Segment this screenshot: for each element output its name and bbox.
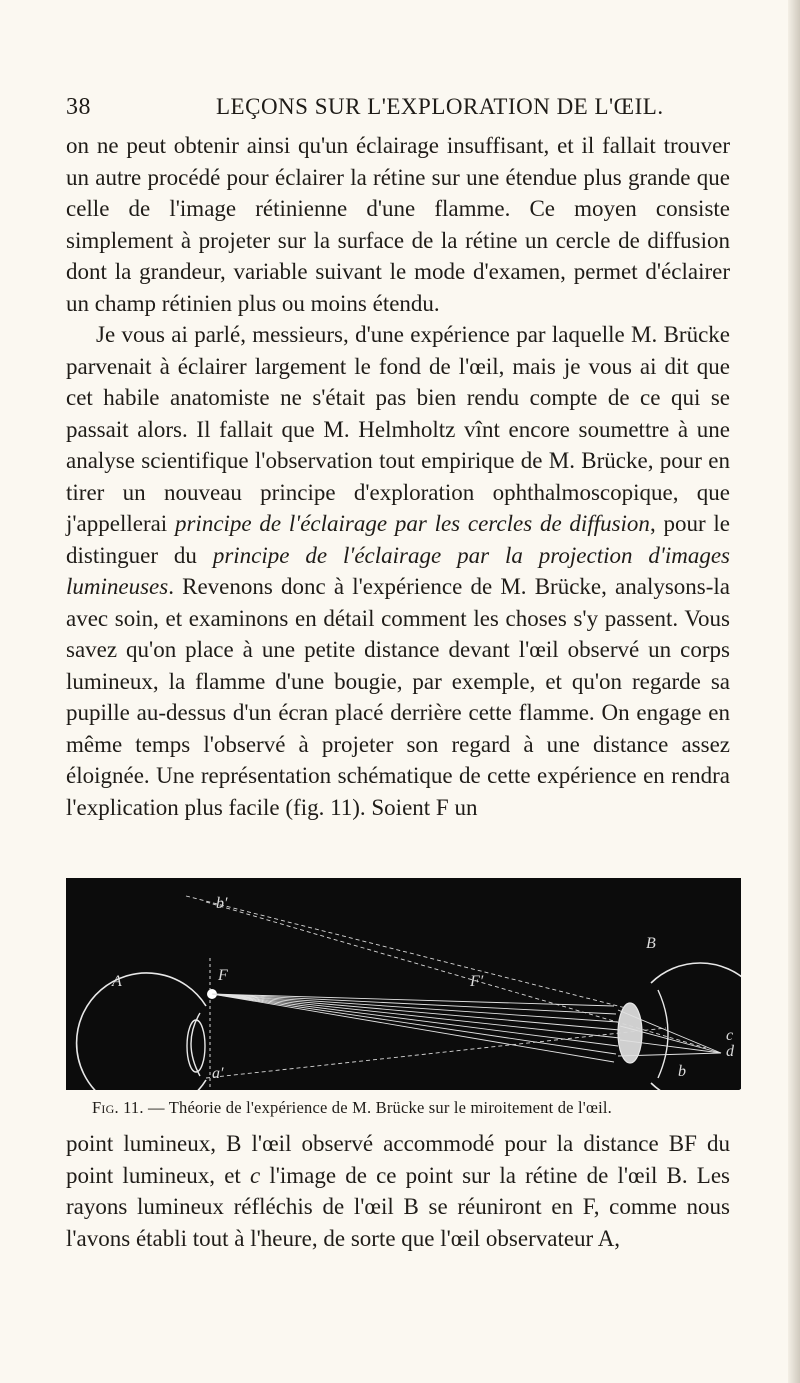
paragraph	[66, 130, 730, 319]
body-text-top	[66, 130, 730, 823]
text-run: point lumineux, B l'œil observé accommodé pour la distance BF du point lumineux, et	[66, 1131, 730, 1188]
label-A: A	[112, 973, 122, 990]
ray-bundle	[212, 994, 620, 1062]
italic-text: principe de l'éclairage par les cercles de diffusion	[174, 511, 650, 536]
eye-a-lens	[187, 1020, 205, 1072]
text-run: , pour le distinguer du	[66, 511, 730, 568]
paragraph	[66, 319, 730, 823]
label-F-prime: F′	[470, 973, 484, 990]
label-c: c	[726, 1027, 734, 1044]
figure-11	[66, 878, 741, 1090]
label-b-prime: b′	[216, 895, 228, 912]
caption-fig-number: Fig. 11.	[92, 1098, 144, 1117]
running-title: LEÇONS SUR L'EXPLORATION DE L'ŒIL.	[216, 94, 664, 119]
page-number: 38	[66, 94, 91, 120]
label-F: F	[218, 967, 228, 984]
eye-a-outline	[77, 973, 206, 1090]
label-a-prime: a′	[212, 1065, 224, 1082]
label-d: d	[726, 1043, 734, 1060]
text-run: on ne peut obtenir ainsi qu'un éclairage insuffisant, et il fallait trouver un autre procédé pour éclairer la rétine sur une étendue plus grande que celle de l'image rétinienne d'une flamme. Ce moyen consiste simplement à projeter sur la surface de la rétine un cercle de diffusion dont la grandeur, variable suivant le mode d'examen, permet d'éclairer un champ rétinien plus ou moins étendu.	[66, 133, 730, 316]
paragraph	[66, 1128, 730, 1254]
italic-text: principe de l'éclairage par la projection d'images lumineuses	[66, 542, 730, 599]
label-b: b	[678, 1063, 686, 1080]
label-B: B	[646, 935, 656, 952]
eye-b-lens	[618, 1003, 642, 1063]
body-text-bottom	[66, 1128, 730, 1254]
text-run: l'image de ce point sur la rétine de l'œil B. Les rayons lumineux réfléchis de l'œil B se réuniront en F, comme nous l'avons établi tout à l'heure, de sorte que l'œil observateur A,	[66, 1162, 730, 1251]
page-header	[66, 88, 726, 124]
figure-caption	[92, 1098, 732, 1118]
caption-text: — Théorie de l'expérience de M. Brücke sur le miroitement de l'œil.	[143, 1098, 612, 1117]
text-run: . Revenons donc à l'expérience de M. Brücke, analysons-la avec soin, et examinons en détail comment les choses s'y passent. Vous savez qu'on place à une petite distance devant l'œil observé un corps lumineux, la flamme d'une bougie, par exemple, et qu'on regarde sa pupille au-dessus d'un écran placé derrière cette flamme. On engage en même temps l'observé à projeter son regard à une distance assez éloignée. Une représentation schématique de cette expérience en rendra l'explication plus facile (fig. 11). Soient F un	[66, 574, 730, 820]
figure-diagram	[66, 878, 741, 1090]
italic-text: c	[249, 1162, 261, 1188]
text-run: Je vous ai parlé, messieurs, d'une expérience par laquelle M. Brücke parvenait à éclairer largement le fond de l'œil, mais je vous ai dit que cet habile anatomiste ne s'était pas bien rendu compte de ce qui se passait alors. Il fallait que M. Helmholtz vînt encore soumettre à une analyse scientifique l'observation tout empirique de M. Brücke, pour en tirer un nouveau principe d'exploration ophthalmoscopique, que j'appellerai	[66, 322, 730, 536]
page-edge	[788, 0, 800, 1383]
